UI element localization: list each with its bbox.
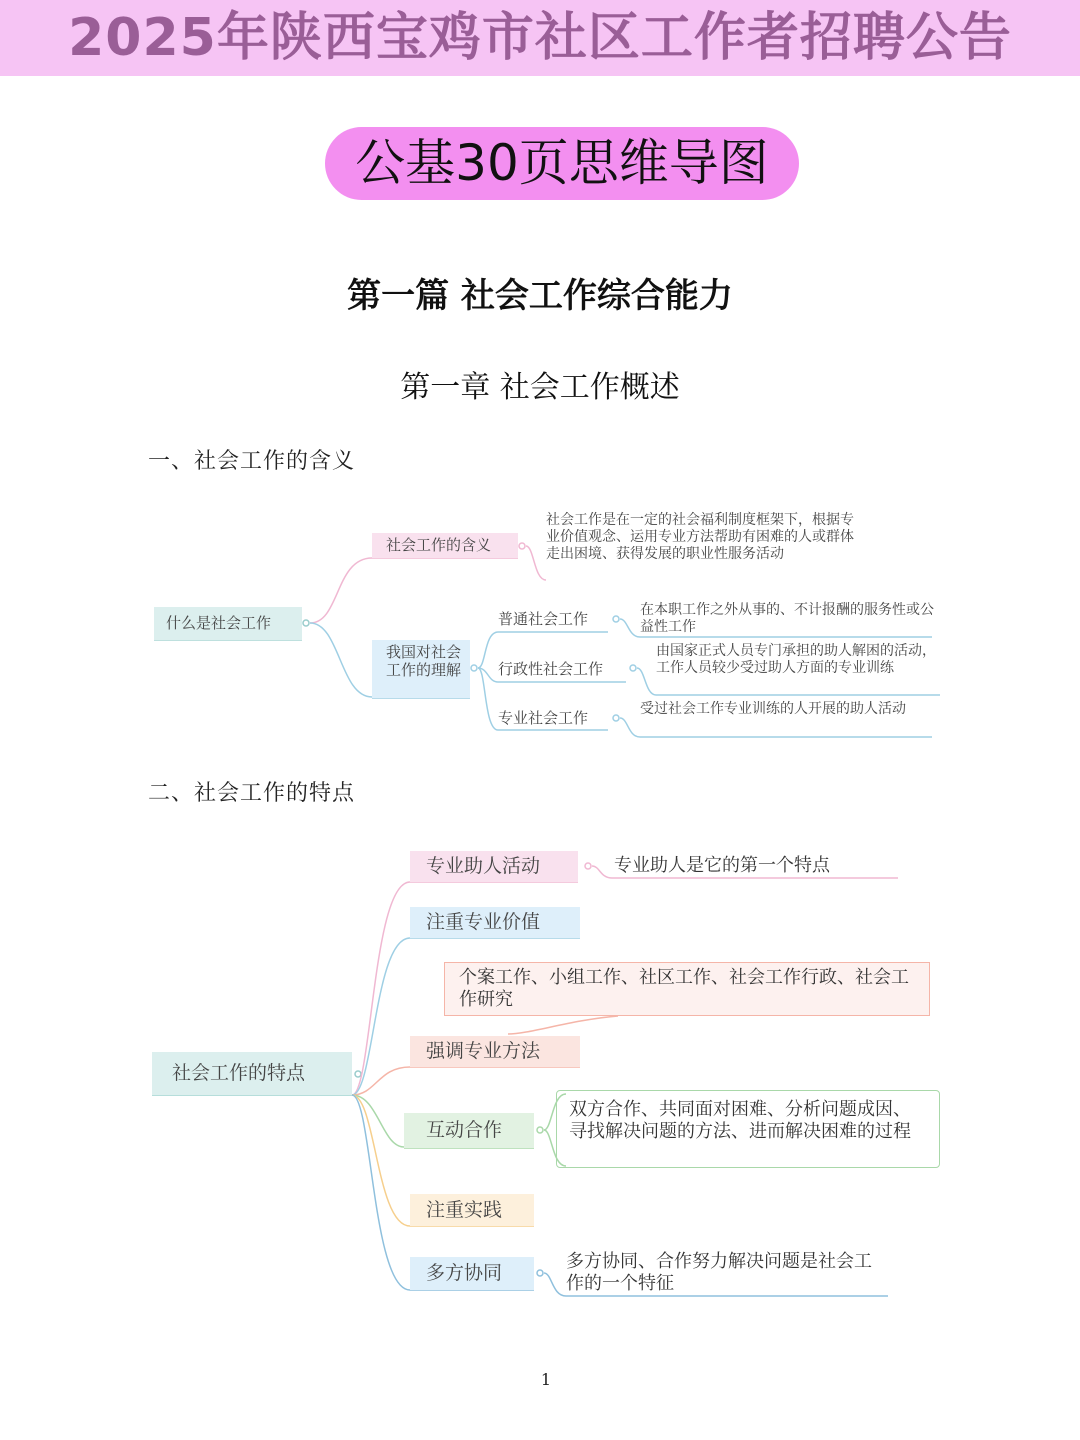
mindmap-node-multi-party: 多方协同: [410, 1257, 534, 1290]
mindmap-leaf-administrative-social-work: 由国家正式人员专门承担的助人解困的活动，工作人员较少受过助人方面的专业训练: [656, 643, 936, 676]
part-title: 第一篇 社会工作综合能力: [347, 276, 733, 316]
page-number: 1: [540, 1370, 552, 1389]
mindmap-leaf-meaning-definition: 社会工作是在一定的社会福利制度框架下，根据专业价值观念、运用专业方法帮助有困难的人或群体走出困境、获得发展的职业性服务活动: [546, 512, 854, 562]
mindmap-node-practice: 注重实践: [410, 1194, 534, 1226]
mindmap-node-professional-methods: 强调专业方法: [410, 1036, 580, 1067]
mindmap-root-features: 社会工作的特点: [152, 1052, 352, 1095]
mindmap-leaf-professional-social-work: 受过社会工作专业训练的人开展的助人活动: [640, 701, 906, 717]
mindmap-node-professional-values: 注重专业价值: [410, 907, 580, 938]
page-title: 2025年陕西宝鸡市社区工作者招聘公告: [68, 8, 1012, 68]
mindmap-leaf-professional-methods: 个案工作、小组工作、社区工作、社会工作行政、社会工作研究: [444, 962, 930, 1016]
mindmap-node-professional-helping: 专业助人活动: [410, 851, 578, 882]
mindmap-node-professional-social-work: 专业社会工作: [498, 709, 589, 727]
section-heading-features: 二、社会工作的特点: [148, 781, 356, 806]
mindmap-leaf-multi-party: 多方协同、合作努力解决问题是社会工作的一个特征: [566, 1251, 872, 1294]
mindmap-node-administrative-social-work: 行政性社会工作: [498, 660, 604, 678]
mindmap-leaf-interaction-cooperation: 双方合作、共同面对困难、分析问题成因、寻找解决问题的方法、进而解决困难的过程: [556, 1090, 940, 1168]
mindmap-leaf-general-social-work: 在本职工作之外从事的、不计报酬的服务性或公益性工作: [640, 602, 934, 635]
mindmap-node-meaning: 社会工作的含义: [372, 533, 518, 558]
subtitle: 公基30页思维导图: [355, 134, 769, 192]
chapter-title: 第一章 社会工作概述: [400, 370, 680, 405]
mindmap-leaf-professional-helping: 专业助人是它的第一个特点: [614, 855, 830, 876]
mindmap-node-general-social-work: 普通社会工作: [498, 610, 589, 628]
mindmap-root-what-is-social-work: 什么是社会工作: [154, 607, 302, 640]
mindmap-node-interaction-cooperation: 互动合作: [404, 1113, 534, 1148]
section-heading-meaning: 一、社会工作的含义: [148, 449, 356, 474]
mindmap-node-understanding: 我国对社会工作的理解: [372, 640, 470, 698]
